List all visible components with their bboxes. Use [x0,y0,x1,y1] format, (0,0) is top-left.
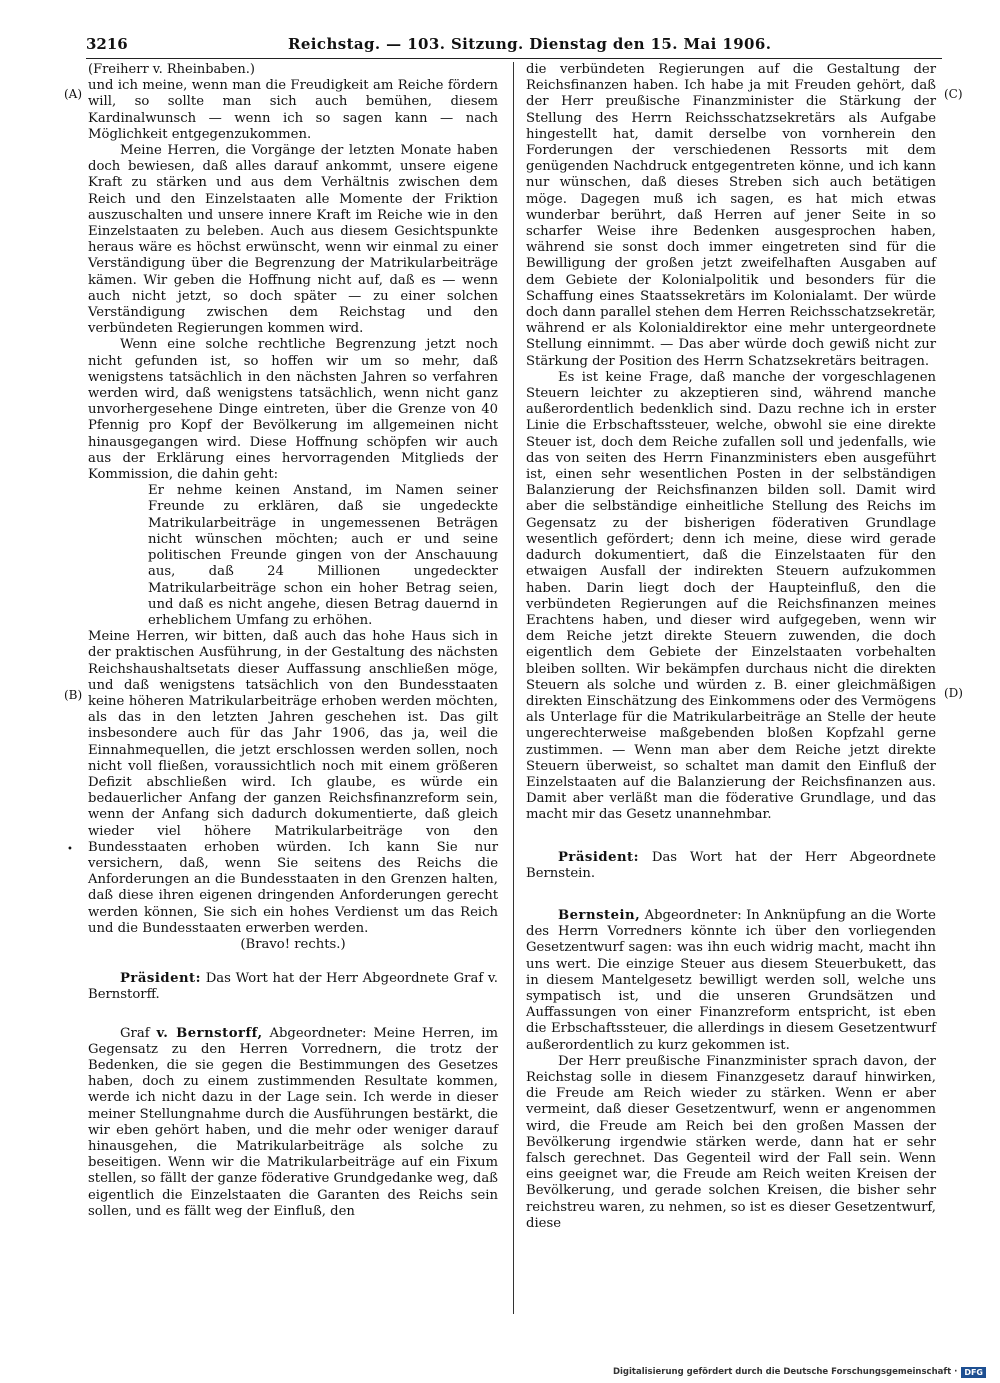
left-column [88,62,498,1220]
column-divider [513,62,514,1314]
paragraph: Es ist keine Frage, daß manche der vorgeschlagenen Steuern leichter zu akzeptieren sind, während manche außerordentlich bedenklich sind. Dazu rechne ich in erster Linie die Erbschaftssteuer, welche, obwohl sie eine direkte Steuer ist, doch dem Reiche zufallen soll und jedenfalls, wie das von seiten des Herrn Finanzministers eben ausgeführt ist, einen sehr wesentlichen Posten in der selbständigen Balanzierung der Reichsfinanzen bilden soll. Damit wird aber die selbständige einheitliche Stellung des Reichs im Gegensatz zu der bisherigen föderativen Grundlage wesentlich gefördert; denn ich meine, diese wird gerade dadurch dokumentiert, daß die Einzelstaaten für den etwaigen Ausfall der indirekten Steuern aufzukommen haben. Darin liegt doch der Haupteinfluß, den die verbündeten Regierungen auf die Reichsfinanzen meines Erachtens haben, und dieser wird aufgegeben, wenn wir dem Reiche jetzt direkte Steuern zuwenden, die doch eigentlich dem Gebiete der Einzelstaaten vorbehalten bleiben sollten. Wir bekämpfen durchaus nicht die direkten Steuern als solche und würden z. B. einer gleichmäßigen direkten Einschätzung des Einkommens oder des Vermögens als Unterlage für die Matrikularbeiträge an Stelle der heute ungerechterweise maßgebenden bloßen Kopfzahl gerne zustimmen. — Wenn man aber dem Reiche jetzt direkte Steuern überweist, so schaltet man damit den Einfluß der Einzelstaaten auf die Balanzierung der Reichsfinanzen aus. Damit aber verläßt man die föderative Grundlage, und das macht mir das Gesetz unannehmbar. [526,369,936,823]
speech [526,908,936,1054]
paragraph: Meine Herren, wir bitten, daß auch das hohe Haus sich in der praktischen Ausführung, in der Gestaltung des nächsten Reichshaushaltsetats dieser Auffassung anschließen möge, und daß wenigstens tatsächlich von den Bundesstaaten keine höheren Matrikularbeiträge erhoben werden möchten, als das in den letzten Jahren geschehen ist. Das gilt insbesondere auch für das Jahr 1906, das ja, weil die Einnahmequellen, die jetzt erschlossen werden sollen, noch nicht voll fließen, voraussichtlich noch mit einem größeren Defizit abschließen wird. Ich glaube, es würde ein bedauerlicher Anfang der ganzen Reichsfinanzreform sein, wenn der Anfang sich dadurch dokumentierte, daß gleich wieder viel höhere Matrikularbeiträge von den Bundesstaaten erhoben würden. Ich kann Sie nur versichern, daß, wenn Sie seitens des Reichs die Anforderungen an die Bundesstaaten in den Grenzen halten, daß diese ihren eigenen dringenden Anforderungen gerecht werden können, Sie sich ein hohes Verdienst um das Reich und die Bundesstaaten erwerben werden. [88,629,498,936]
president-label: Präsident: [120,971,202,987]
paragraph: Meine Herren, die Vorgänge der letzten Monate haben doch bewiesen, daß alles darauf ankommt, unsere eigene Kraft zu stärken und aus dem Verhältnis zwischen dem Reich und den Einzelstaaten alle Momente der Friktion auszuschalten und unsere innere Kraft im Reiche wie in den Einzelstaaten zu beleben. Auch aus diesem Gesichtspunkte heraus wäre es höchst erwünscht, wenn wir einmal zu einer Verständigung über die Begrenzung der Matrikularbeiträge kämen. Wir geben die Hoffnung nicht auf, daß es — wenn auch nicht jetzt, so doch später — zu einer solchen Verständigung zwischen dem Reichstag und den verbündeten Regierungen kommen wird. [88,143,498,337]
president-text: Das Wort hat der Herr Abgeordnete Graf v. Bernstorff. [88,971,498,1003]
paragraph: die verbündeten Regierungen auf die Gestaltung der Reichsfinanzen haben. Ich habe ja mit Freuden gehört, daß der Herr preußische Finanzminister die Stärkung der Stellung des Herrn Reichsschatzsekretärs als Aufgabe hingestellt hat, damit derselbe von vornherein den Forderungen der verschiedenen Ressorts mit dem genügenden Nachdruck entgegentreten könne, und ich kann nur wünschen, daß dieses Streben sich auch betätigen möge. Dagegen muß ich sagen, es hat mich etwas wunderbar berührt, daß Herren auf jener Seite in so scharfer Weise ihre Bedenken ausgesprochen haben, während sie sonst doch immer eingetreten sind für die Bewilligung der großen jetzt zweifelhaften Ausgaben auf dem Gebiete der Kolonialpolitik und besonders für die Schaffung eines Staatssekretärs im Kolonialamt. Der würde doch dann parallel stehen dem Herren Reichsschatzsekretär, während er als Kolonialdirektor eine mehr untergeordnete Stellung einnimmt. — Das aber würde doch gewiß nicht zur Stärkung der Position des Herrn Schatzsekretärs beitragen. [526,62,936,369]
paragraph: und ich meine, wenn man die Freudigkeit am Reiche fördern will, so sollte man sich auch bemühen, diesem Kardinalwunsch — wenn ich so sagen kann — nach Möglichkeit entgegenzukommen. [88,78,498,142]
digitization-footer [613,1365,986,1379]
president-text: Das Wort hat der Herr Abgeordnete Bernstein. [526,849,936,881]
speaker-name: v. Bernstorff, [156,1025,263,1041]
applause-note: (Bravo! rechts.) [240,936,346,952]
paragraph: Der Herr preußische Finanzminister sprach davon, der Reichstag solle in diesem Finanzgesetz darauf hinwirken, die Freude am Reich wieder zu stärken. Wenn er aber vermeint, daß dieser Gesetzentwurf, wenn er angenommen wird, die Freude am Reich bei den großen Massen der Bevölkerung irgendwie stärken werde, dann hat er sehr falsch gerechnet. Das Gegenteil wird der Fall sein. Wenn eins geeignet war, die Freude am Reich weiten Kreisen der Bevölkerung, und gerade solchen Kreisen, die bisher sehr reichstreu waren, zu nehmen, so ist es dieser Gesetzentwurf, diese [526,1053,936,1231]
speech [88,1026,498,1220]
footer-credit: Digitalisierung gefördert durch die Deutsche Forschungsgemeinschaft · [612,1367,958,1377]
margin-mark-a: (A) [64,87,83,101]
dfg-logo: DFG [961,1367,986,1378]
speaker-prefix: Graf [120,1025,150,1041]
speech-text: In Anknüpfung an die Worte des Herrn Vorredners könnte ich über den vorliegenden Gesetzentwurf sagen: was ihn euch widrig macht, macht ihn uns wert. Die einzige Steuer aus diesem Steuerbukett, das in diesem Mantelgesetz bewilligt werden soll, welche uns sympatisch ist, und die unseren Grundsätzen und Auffassungen von einer Finanzreform entspricht, ist eben die Erbschaftssteuer, die allerdings in diesem Gesetzentwurf außerordentlich zu kurz gekommen ist. [526,907,936,1053]
speaker-continued: (Freiherr v. Rheinbaben.) [88,62,255,77]
paragraph: Wenn eine solche rechtliche Begrenzung jetzt noch nicht gefunden ist, so hoffen wir um so mehr, daß wenigstens tatsächlich in den nächsten Jahren so verfahren werden wird, daß wenigstens tatsächlich, wenn nicht ganz unvorhergesehene Dinge eintreten, über die Grenze von 40 Pfennig pro Kopf der Bevölkerung im allgemeinen nicht hinausgegangen wird. Diese Hoffnung schöpfen wir auch aus der Erklärung eines hervorragenden Mitglieds der Kommission, die dahin geht: [88,337,498,483]
president-label: Präsident: [558,849,640,865]
page-number: 3216 [86,35,128,53]
right-column [526,62,936,1232]
header-rule [86,58,942,59]
speaker-name: Bernstein, [558,907,641,923]
page-header [86,34,942,54]
speech-text: Meine Herren, im Gegensatz zu den Herren Vorrednern, die trotz der Bedenken, die sie gegen die Bestimmungen des Gesetzes haben, doch zu einem zustimmenden Resultate kommen, werde ich nicht dazu in der Lage sein. Ich werde in dieser meiner Stellungnahme durch die Ausführungen bestärkt, die wir eben gehört haben, und die mehr oder weniger darauf hinausgehen, die Matrikularbeiträge als solche zu beseitigen. Wenn wir die Matrikularbeiträge auf ein Fixum stellen, so fällt der ganze föderative Grundgedanke weg, daß eigentlich die Einzelstaaten die Garanten des Reichs sein sollen, und es fällt weg der Einfluß, den [88,1025,498,1219]
president-statement [88,971,498,1003]
block-quote: Er nehme keinen Anstand, im Namen seiner Freunde zu erklären, daß sie ungedeckte Matrikularbeiträge in ungemessenen Beträgen nicht wünschen möchten; auch er und seine politischen Freunde gingen von der Anschauung aus, daß 24 Millionen ungedeckter Matrikularbeiträge schon ein hoher Betrag seien, und daß es nicht angehe, diesen Betrag dauernd in erheblichem Umfang zu erhöhen. [148,483,498,628]
president-statement [526,850,936,882]
margin-mark-c: (C) [944,87,963,101]
speaker-role: Abgeordneter: [644,907,742,923]
margin-mark-dot: • [67,844,73,855]
speaker-role: Abgeordneter: [269,1025,367,1041]
margin-mark-d: (D) [944,686,963,700]
margin-mark-b: (B) [64,688,83,702]
running-head: Reichstag. — 103. Sitzung. Dienstag den 15. Mai 1906. [288,35,772,53]
